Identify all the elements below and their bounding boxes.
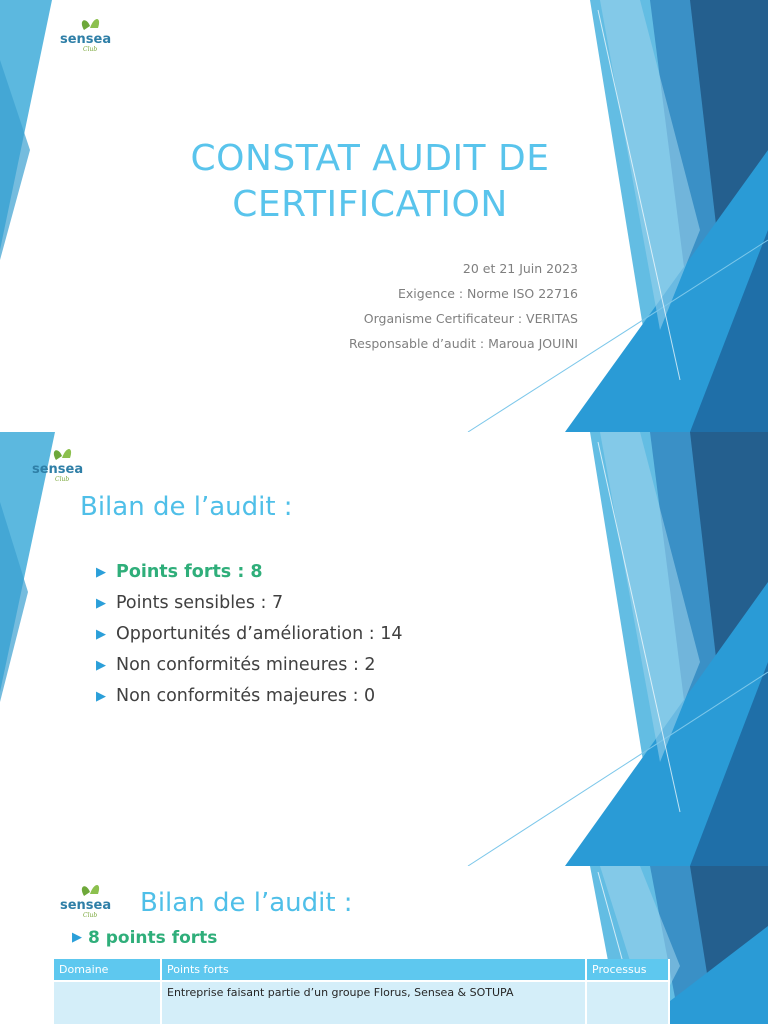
triangle-bullet-icon: ▶ — [96, 627, 106, 642]
slide-heading: Bilan de l’audit : — [80, 492, 293, 522]
strengths-table — [54, 959, 670, 1024]
table-header-row — [54, 959, 669, 981]
svg-text:sensea: sensea — [32, 462, 84, 477]
list-item: ▶ Opportunités d’amélioration : 14 — [96, 624, 403, 644]
slide-heading: Bilan de l’audit : — [140, 888, 353, 918]
sensea-logo — [28, 442, 100, 482]
triangle-bullet-icon: ▶ — [96, 565, 106, 580]
svg-text:sensea: sensea — [60, 32, 112, 47]
audit-date: 20 et 21 Juin 2023 — [462, 261, 578, 276]
list-item: ▶ Points forts : 8 — [96, 562, 263, 582]
column-header-domaine: Domaine — [54, 959, 161, 981]
sensea-logo — [56, 878, 128, 918]
list-item: ▶ Non conformités majeures : 0 — [96, 686, 376, 706]
audit-summary-list — [96, 562, 402, 717]
audit-manager: Responsable d’audit : Maroua JOUINI — [349, 336, 578, 351]
triangle-bullet-icon: ▶ — [96, 596, 106, 611]
svg-text:sensea: sensea — [60, 898, 112, 913]
table-cell — [586, 981, 669, 1024]
title-slide — [0, 0, 768, 432]
list-item: ▶ Non conformités mineures : 2 — [96, 655, 376, 675]
title-line-1: CONSTAT AUDIT DE — [190, 138, 550, 179]
list-item: ▶ Points sensibles : 7 — [96, 593, 284, 613]
svg-text:Club: Club — [55, 476, 70, 482]
title-line-2: CERTIFICATION — [232, 184, 508, 225]
strengths-slide — [0, 866, 768, 1024]
triangle-bullet-icon: ▶ — [72, 930, 82, 945]
audit-requirement: Exigence : Norme ISO 22716 — [398, 286, 578, 301]
column-header-points-forts: Points forts — [161, 959, 586, 981]
audit-details — [349, 256, 578, 356]
triangle-bullet-icon: ▶ — [96, 689, 106, 704]
column-header-processus: Processus — [586, 959, 669, 981]
svg-text:Club: Club — [83, 912, 98, 918]
presentation-title — [170, 136, 570, 228]
summary-slide — [0, 432, 768, 866]
sensea-logo — [56, 12, 128, 52]
triangle-bullet-icon: ▶ — [96, 658, 106, 673]
table-row — [54, 981, 669, 1024]
certifying-body: Organisme Certificateur : VERITAS — [363, 311, 578, 326]
strengths-bullet: ▶ 8 points forts — [72, 928, 218, 948]
table-cell — [54, 981, 161, 1024]
table-cell: Entreprise faisant partie d’un groupe Florus, Sensea & SOTUPA — [161, 981, 586, 1024]
svg-text:Club: Club — [83, 46, 98, 52]
